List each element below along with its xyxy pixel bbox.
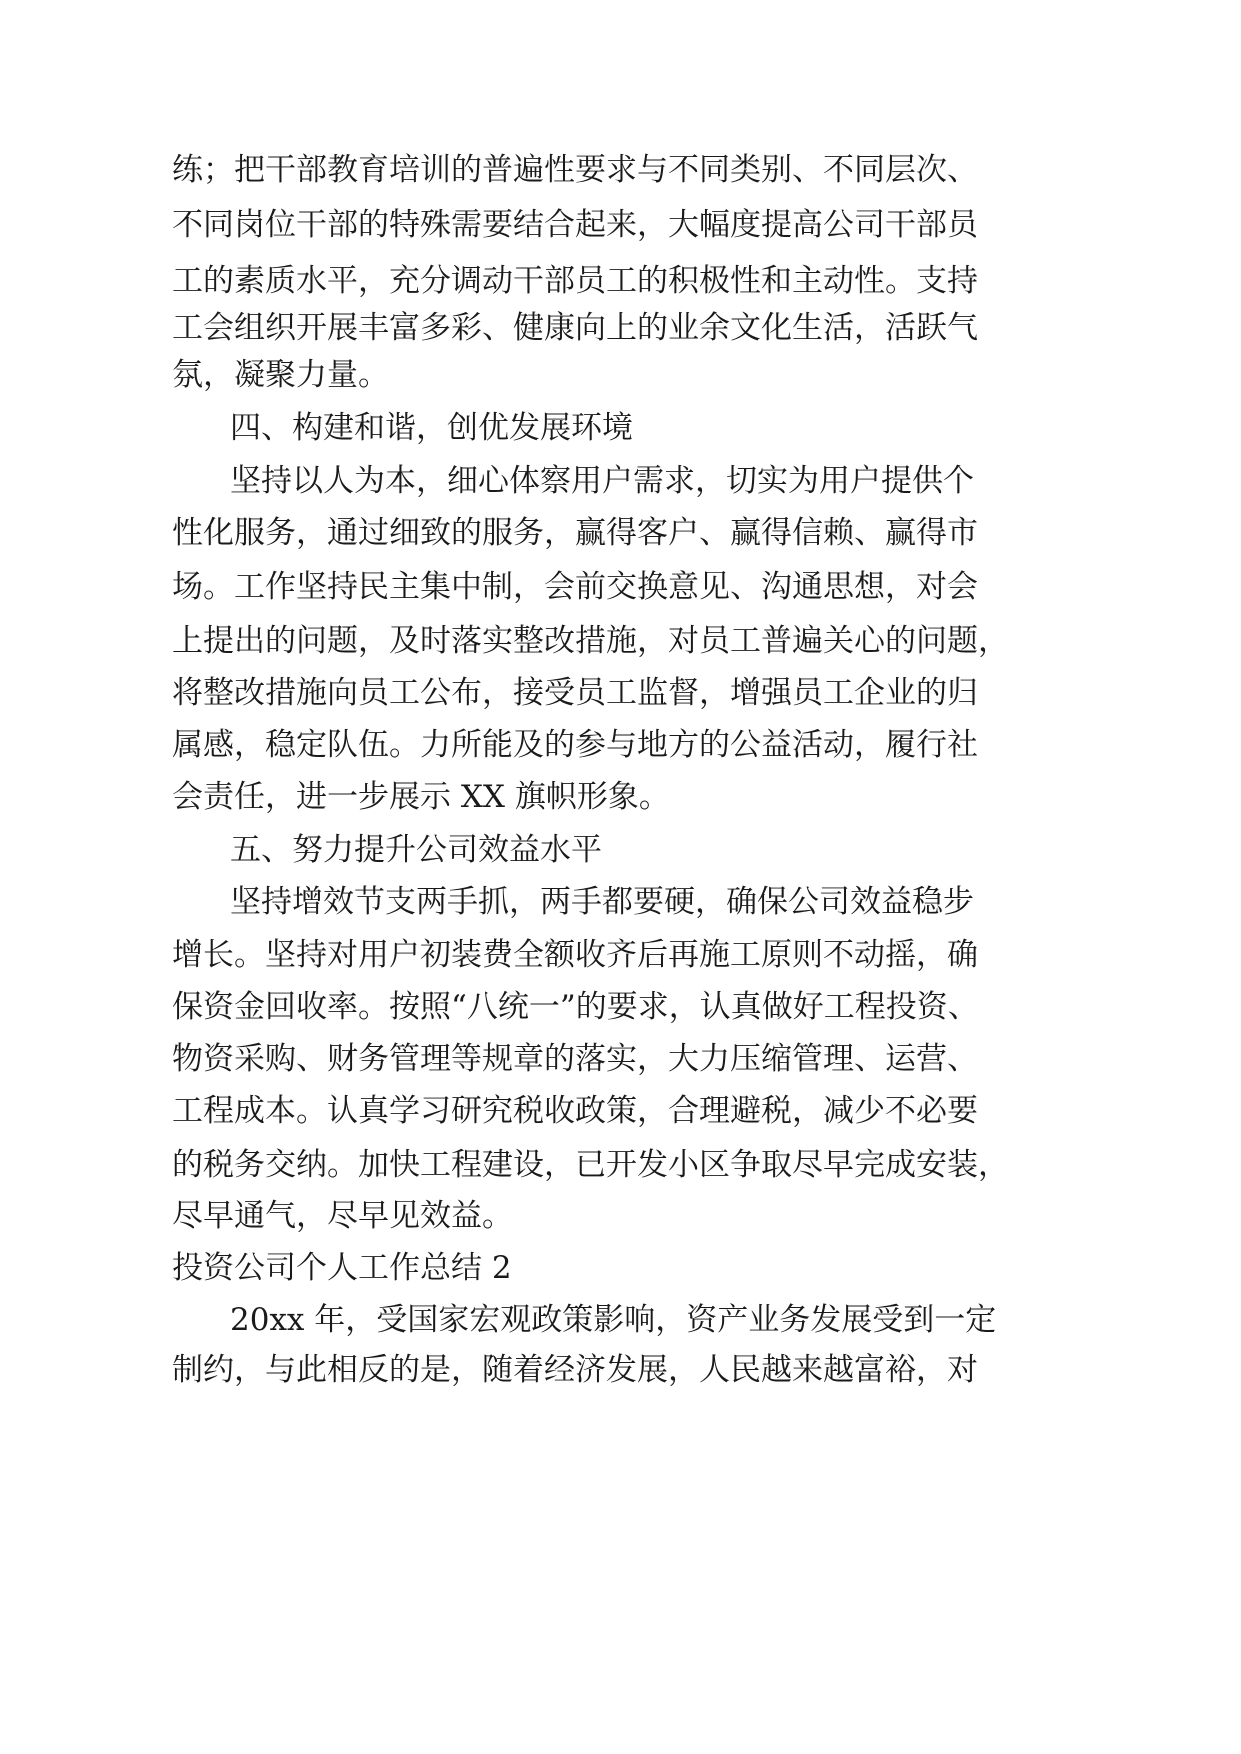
body-line-text: 增长。坚持对用户初装费全额收齐后再施工原则不动摇，确	[172, 937, 978, 973]
body-line-text: 场。工作坚持民主集中制，会前交换意见、沟通思想，对会	[172, 569, 978, 605]
section-heading-text: 五、努力提升公司效益水平	[230, 832, 602, 868]
body-line-text: 上提出的问题，及时落实整改措施，对员工普遍关心的问题，	[172, 623, 1009, 659]
body-line	[0, 611, 1241, 671]
body-line-text: 工的素质水平，充分调动干部员工的积极性和主动性。支持	[172, 263, 978, 299]
document-title-text: 投资公司个人工作总结 2	[172, 1250, 512, 1286]
body-line	[0, 767, 1241, 827]
body-line	[0, 663, 1241, 723]
body-line	[0, 1186, 1241, 1246]
body-line-text: 会责任，进一步展示 XX 旗帜形象。	[172, 779, 670, 815]
body-line	[0, 1029, 1241, 1089]
document-title	[0, 1238, 1241, 1298]
body-line	[0, 1081, 1241, 1141]
body-line-text: 物资采购、财务管理等规章的落实，大力压缩管理、运营、	[172, 1041, 978, 1077]
body-line	[0, 977, 1241, 1037]
body-line	[0, 557, 1241, 617]
body-line	[0, 140, 1241, 200]
body-line-text: 不同岗位干部的特殊需要结合起来，大幅度提高公司干部员	[172, 207, 978, 243]
body-line-text: 工程成本。认真学习研究税收政策，合理避税，减少不必要	[172, 1093, 978, 1129]
body-line-text: 尽早通气，尽早见效益。	[172, 1198, 513, 1234]
body-line-text: 工会组织开展丰富多彩、健康向上的业余文化生活，活跃气	[172, 310, 978, 346]
body-line	[0, 1340, 1241, 1400]
body-line-text: 坚持以人为本，细心体察用户需求，切实为用户提供个	[230, 463, 974, 499]
body-line-text: 坚持增效节支两手抓，两手都要硬，确保公司效益稳步	[230, 884, 974, 920]
body-line-text: 制约，与此相反的是，随着经济发展，人民越来越富裕，对	[172, 1352, 978, 1388]
body-line	[0, 345, 1241, 405]
body-line	[0, 925, 1241, 985]
body-line-text: 的税务交纳。加快工程建设，已开发小区争取尽早完成安装，	[172, 1147, 1009, 1183]
body-line-text: 性化服务，通过细致的服务，赢得客户、赢得信赖、赢得市	[172, 515, 978, 551]
body-line-text: 将整改措施向员工公布，接受员工监督，增强员工企业的归	[172, 675, 978, 711]
section-heading	[0, 398, 1241, 458]
body-line	[0, 715, 1241, 775]
body-line	[0, 503, 1241, 563]
body-line	[0, 872, 1241, 932]
body-line	[0, 451, 1241, 511]
body-line-text: 练；把干部教育培训的普遍性要求与不同类别、不同层次、	[172, 152, 978, 188]
body-line-text: 属感，稳定队伍。力所能及的参与地方的公益活动，履行社	[172, 727, 978, 763]
section-heading	[0, 820, 1241, 880]
body-line-text: 氛，凝聚力量。	[172, 357, 389, 393]
body-line	[0, 195, 1241, 255]
body-line-text: 保资金回收率。按照“八统一”的要求，认真做好工程投资、	[172, 989, 979, 1025]
section-heading-text: 四、构建和谐，创优发展环境	[230, 410, 633, 446]
body-line-text: 20xx 年，受国家宏观政策影响，资产业务发展受到一定	[230, 1302, 997, 1338]
